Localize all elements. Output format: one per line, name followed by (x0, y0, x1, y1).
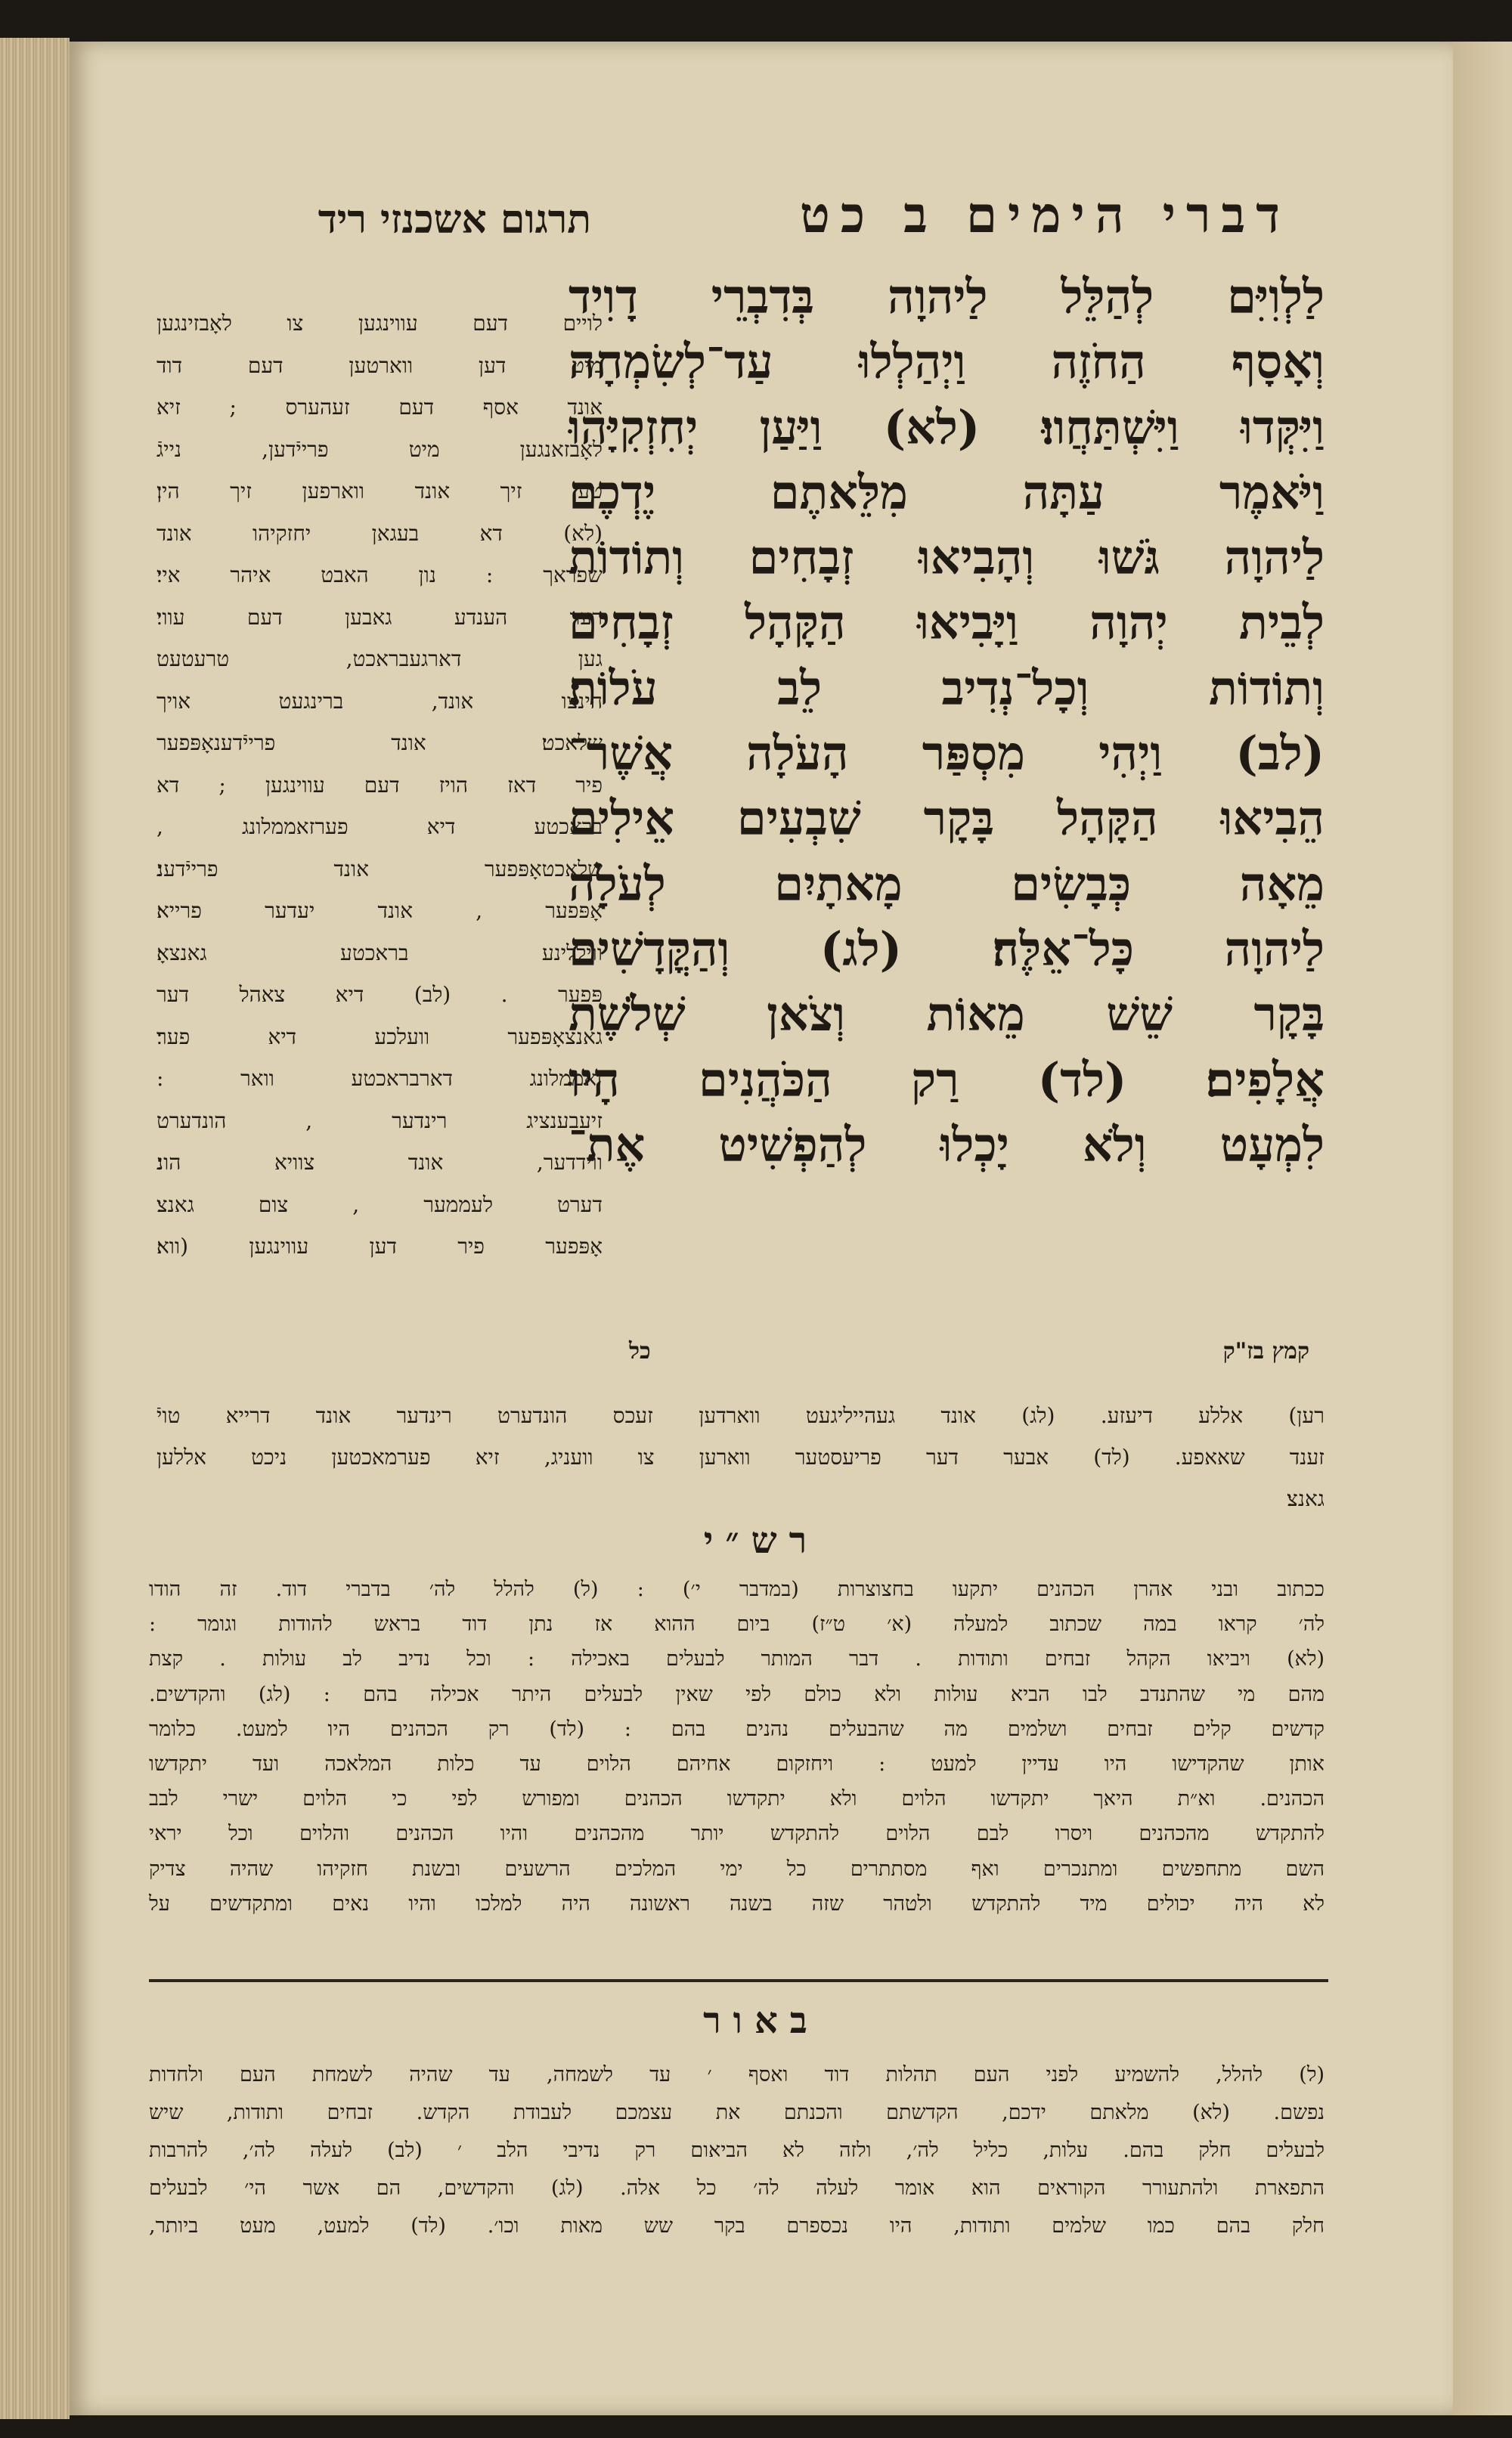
targum-line: גאנצאָפּפער וועלכע דיא פער׃ (156, 1024, 603, 1049)
rashi-line: להתקדש מהכהנים ויסרו לבם הלוים להתקדש יותר מהכהנים והיו הכהנים והלוים וכל יראי (149, 1822, 1325, 1846)
scripture-line: לַיהוָה כָּל־אֵלֶּה׃ (לג) וְהַקֳּדָשִׁים (569, 921, 1325, 977)
targum-line: זאממלונג דארבראכטע וואר : (156, 1066, 603, 1091)
targum-line: שלאכט׃ אונד פרייֿדענאָפּפער (156, 730, 603, 755)
targum-line: שפראך : נון האבט איהר איי׃ (156, 562, 603, 587)
rashi-line: אותן שהקדישו היו עדיין למעט : ויחזקום אחיהם הלוים עד כלות המלאכה ועד יתקדשו (149, 1752, 1325, 1777)
targum-line: בראכטע דיא פערזאממלונג , (156, 814, 603, 839)
main-running-header: דברי הימים ב כט (799, 185, 1290, 244)
targum-running-header: תרגום אשכנזי ריד (318, 197, 591, 243)
targum-line: מיט דען ווארטען דעם דוד (156, 352, 603, 378)
targum-line: טען זיך אונד ווארפען זיך הין׃ (156, 479, 603, 503)
biur-line: לבעלים חלק בהם. עלות, כליל לה׳, ולזה לא הביאום רק נדיבי הלב ׳ (לב) לעלה לה׳, להרבות (149, 2139, 1325, 2162)
targum-line: וויללינע בראכטע גאנצאָ׃ (156, 940, 603, 965)
rashi-line: השם מתחפשים ומתנכרים ואף מסתתרים כל ימי המלכים הרשעים ובשנת חזקיהו שהיה צדיק (149, 1857, 1325, 1881)
scripture-line: מֵאָה כְּבָשִׂים מָאתָיִם לְעֹלָה (569, 856, 1325, 912)
targum-line: פּפער . (לב) דיא צאהל דער (156, 982, 603, 1007)
scripture-line: וְתוֹדוֹת וְכָל־נְדִיב לֵב עֹלוֹת׃ (569, 660, 1325, 716)
scripture-line: בָּקָר שֵׁשׁ מֵאוֹת וְצֹאן שְׁלֹשֶׁת (569, 987, 1325, 1042)
rashi-line: לה׳ קראו במה שכתוב למעלה (א׳ ט״ז) ביום ההוא אז נתן דוד בראש להודות וגומר : (149, 1612, 1325, 1637)
rashi-line: קדשים קלים זבחים ושלמים מה שהבעלים נהנים בהם : (לד) רק הכהנים היו למעט. כלומר (149, 1717, 1325, 1741)
targum-line: הינצו אונד, ברינגעט אויך (156, 688, 603, 714)
scripture-line: וְאָסָף הַחֹזֶה וַיְהַלְלוּ עַד־לְשִׂמְחָה (569, 334, 1325, 390)
catchword-vowel-note: קמץ בז"ק (1222, 1338, 1309, 1365)
targum-line: זיעבענציג רינדער , הונדערט (156, 1107, 603, 1133)
biur-line: התפארת ולהתעורר הקוראים הוא אומר לעלה לה׳ כל אלה. (לג) והקדשים, הם אשר הי׳ לבעלים (149, 2176, 1325, 2200)
targum-continuation-line: זענד שאאפע. (לד) אבער דער פריעסטער ווארען צו וועניג, זיא פערמאכטען ניכט אללען (156, 1445, 1325, 1470)
catchword-row (629, 1338, 1309, 1365)
rashi-line: ככתוב ובני אהרן הכהנים יתקעו בחצוצרות (במדבר י׳) : (ל) להלל לה׳ בדברי דוד. זה הודו (149, 1578, 1325, 1601)
targum-line: (לא) דא בעגאן יחזקיהו אונד (156, 520, 603, 546)
rashi-line: הכהנים. וא״ת היאך יתקדשו הלוים ולא יתקדשו הכהנים ומפורש לפי כי הלוים ישרי לבב (149, 1787, 1325, 1811)
facing-page-edge (1453, 42, 1512, 2415)
targum-line: דערט לעממער , צום גאנצ׃ (156, 1191, 603, 1217)
scripture-line: (לב) וַיְהִי מִסְפַּר הָעֹלָה אֲשֶׁר־ (569, 726, 1325, 782)
targum-line: לאָבזאנגען מיט פרייֿדען, נייגֿ (156, 436, 603, 462)
scripture-line: וַיֹּאמֶר עַתָּה מִלֵּאתֶם יֶדְכֶם (569, 464, 1325, 520)
biur-line: (ל) להלל, להשמיע לפני העם תהלות דוד ואסף ׳ עד לשמחה, עד שהיה לשמחת העם ולחדות (149, 2063, 1325, 2086)
scripture-line: לִמְעָט וְלֹא יָכְלוּ לְהַפְשִׁיט אֶת־ (569, 1117, 1325, 1173)
scripture-line: לַיהוָה גֹּשׁוּ וְהָבִיאוּ זְבָחִים וְתוֹדוֹת (569, 530, 1325, 586)
targum-column (156, 302, 603, 1268)
targum-line: פיר דאז הויז דעם עווינגען ; דא (156, 772, 603, 798)
targum-line: שלאכטאָפּפער אונד פרייֿדענ׃ (156, 856, 603, 881)
rashi-line: (לא) ויביאו הקהל זבחים ותודות . דבר המותר לבעלים באכילה : וכל נדיב לב עולות . קצת (149, 1647, 1325, 1671)
targum-line: אונד אסף דעם זעהערס ; זיא (156, 395, 603, 420)
targum-line: לויים דעם עווינגען צו לאָבזינגען (156, 311, 603, 336)
targum-line: גען דארגעבראכט, טרעטעט (156, 646, 603, 671)
scripture-line: וַיִּקְּדוּ וַיִּשְׁתַּחֲווּ׃ (לא) וַיַּעַן יְחִזְקִיָּהוּ (569, 399, 1325, 455)
targum-line: רער הענדע גאבען דעם עווי׃ (156, 604, 603, 630)
biur-line: נפשם. (לא) מלאתם ידכם, הקדשתם והכנתם את עצמכם לעבודת הקדש. זבחים ותודות, שיש (149, 2101, 1325, 2124)
targum-line: אָפּפער , אונד יעדער פרייא׃ (156, 898, 603, 923)
catchword: כל (629, 1338, 651, 1365)
targum-continuation-line: גאנצ׃ (1287, 1486, 1325, 1511)
book-page-edges (0, 38, 70, 2419)
rashi-heading: רש״י (703, 1519, 820, 1562)
rashi-line: לא היה יכולים מיד להתקדש ולטהר שזה בשנה ראשונה היה למלכו והיו נאים ומתקדשים על (149, 1891, 1325, 1916)
rashi-commentary (149, 1572, 1325, 1922)
biur-commentary (149, 2056, 1325, 2245)
targum-continuation-line: רען) אללע דיעזע. (לג) אונד געהייליגעט ווארדען זעכס הונדערט רינדער אונד דרייא טויֿ (156, 1403, 1325, 1428)
scripture-line: אֲלָפִים׃ (לד) רַק הַכֹּהֲנִים הָיוּ (569, 1052, 1325, 1107)
biur-heading: באור (703, 2000, 820, 2042)
rashi-line: מהם מי שהתנדב לבו הביא עולות ולא כולם לפי שאין לבעלים היתר אכילה בהם : (לג) והקדשים. (149, 1682, 1325, 1706)
scripture-line: לְבֵית יְהוָה וַיָּבִיאוּ הַקָּהָל זְבָחִים (569, 595, 1325, 651)
targum-line: אָפּפער פיר דען עווינגען (ווא׃ (156, 1234, 603, 1259)
targum-line: ווידדער, אונד צוויא הונ׃ (156, 1150, 603, 1175)
scripture-line: לַלְוִיִּם לְהַלֵּל לַיהוָה בְּדִבְרֵי דָוִיד (569, 269, 1325, 324)
book-page (70, 42, 1453, 2415)
scripture-column (569, 265, 1325, 1178)
section-divider (149, 1979, 1328, 1982)
scripture-line: הֵבִיאוּ הַקָּהָל בָּקָר שִׁבְעִים אֵילִים (569, 791, 1325, 847)
biur-line: חלק בהם כמו שלמים ותודות, היו נכספרם בקר שש מאות וכו׳. (לד) למעט, מעט ביותר, (149, 2214, 1325, 2238)
